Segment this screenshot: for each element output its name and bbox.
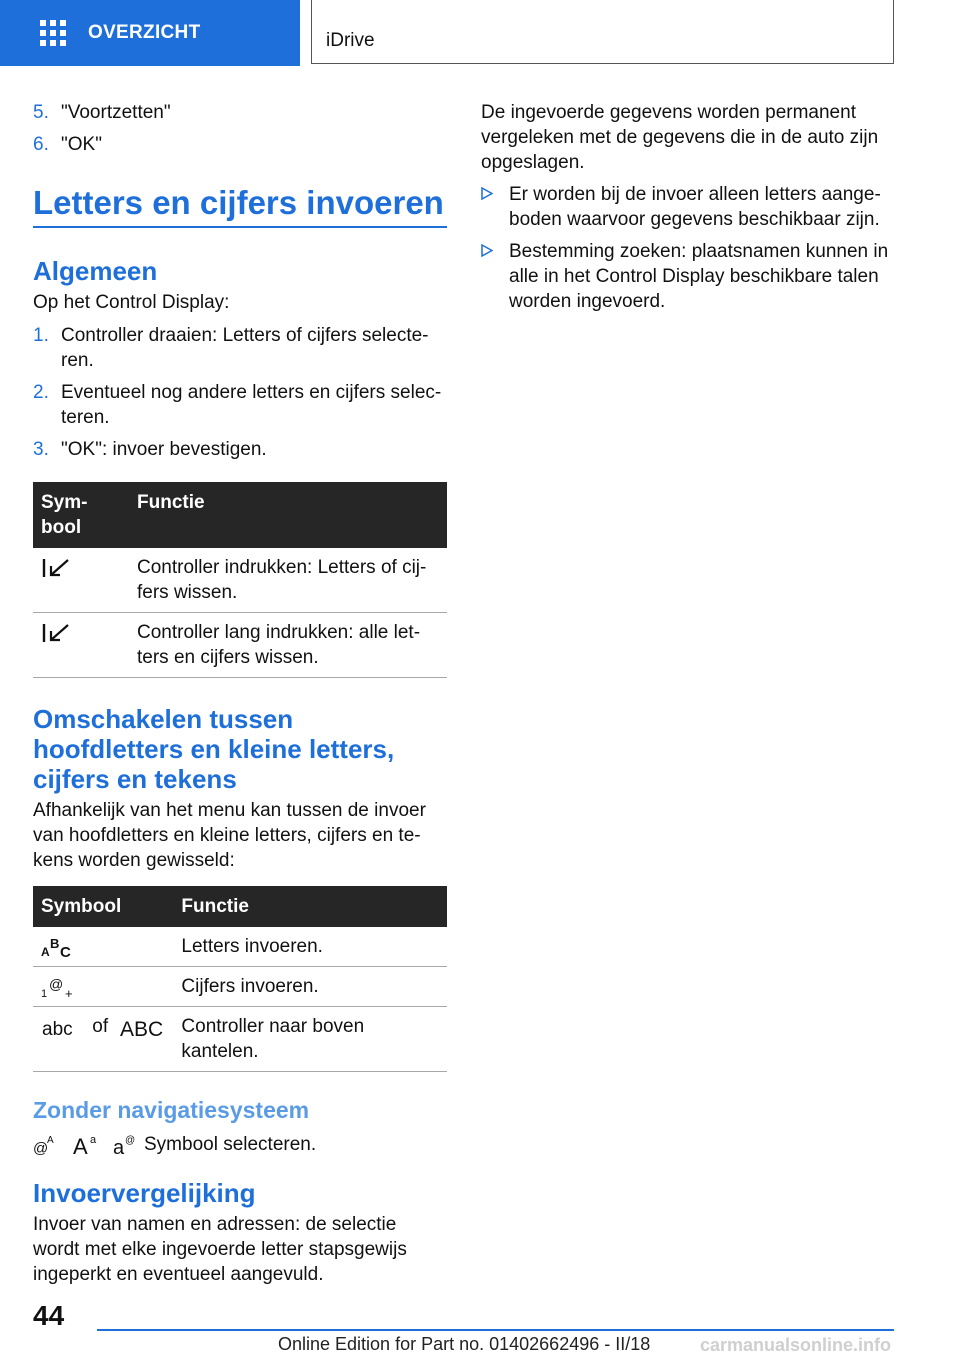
list-number: 3. xyxy=(33,439,49,460)
grid-icon xyxy=(40,20,66,46)
page-title: Letters en cijfers invoeren xyxy=(33,184,444,221)
triangle-bullet-icon xyxy=(481,244,493,257)
table-header-symbol: Symbool xyxy=(33,886,173,927)
svg-text:@: @ xyxy=(33,1139,49,1157)
list-item xyxy=(481,182,895,232)
svg-text:a: a xyxy=(113,1136,125,1157)
list-item xyxy=(33,100,447,125)
bullet-text: Bestemming zoeken: plaatsnamen kunnen in alle in het Control Display beschikbare talen worden ingevoerd. xyxy=(509,241,889,312)
svg-text:+: + xyxy=(65,985,73,999)
list-text: "Voortzetten" xyxy=(61,102,171,123)
a-at-icon xyxy=(113,1133,139,1157)
function-cell: Letters invoeren. xyxy=(173,927,447,967)
table-row xyxy=(33,927,447,967)
list-item xyxy=(481,239,895,314)
svg-text:@: @ xyxy=(125,1134,136,1146)
svg-text:C: C xyxy=(60,943,71,959)
table-row xyxy=(33,1007,447,1072)
list-number: 2. xyxy=(33,382,49,403)
heading-algemeen: Algemeen xyxy=(33,256,158,286)
symbol-cell xyxy=(33,1007,173,1072)
right-intro: De ingevoerde gegevens worden permanent vergeleken met de gegevens die in de auto zijn opgeslagen. xyxy=(481,102,879,173)
title-rule xyxy=(33,226,447,228)
table-header-row xyxy=(33,886,447,927)
list-item xyxy=(33,380,447,430)
invoervergelijking-text: Invoer van namen en adressen: de selectie wordt met elke ingevoerde letter stapsgewijs ingeperkt en eventueel aangevuld. xyxy=(33,1214,407,1285)
algemeen-intro: Op het Control Display: xyxy=(33,292,230,313)
function-cell: Controller naar boven kantelen. xyxy=(173,1007,447,1072)
table-row xyxy=(33,548,447,613)
svg-text:B: B xyxy=(50,935,60,951)
bullet-list xyxy=(481,182,895,314)
a-case-icon xyxy=(73,1133,101,1157)
delete-arrow-icon xyxy=(41,622,73,644)
left-column xyxy=(33,100,447,1287)
svg-text:1: 1 xyxy=(41,987,48,999)
function-cell: Cijfers invoeren. xyxy=(173,967,447,1007)
table-row xyxy=(33,613,447,678)
list-text: "OK" xyxy=(61,134,102,155)
abc-uppercase-large-icon xyxy=(119,1015,165,1039)
table-header-symbol: Sym-bool xyxy=(33,482,129,548)
at-a-icon xyxy=(33,1133,59,1157)
section-title: iDrive xyxy=(326,30,375,51)
delete-arrow-icon xyxy=(41,557,73,579)
function-cell: Controller lang indrukken: alle let-ters en cijfers wissen. xyxy=(129,613,447,678)
list-text: Controller draaien: Letters of cijfers selecte-ren. xyxy=(61,325,429,371)
table-header-function: Functie xyxy=(129,482,447,548)
svg-text:abc: abc xyxy=(42,1018,73,1039)
symbol-cell xyxy=(33,927,173,967)
omschakelen-text: Afhankelijk van het menu kan tussen de invoer van hoofdletters en kleine letters, cijfers en te-kens worden gewisseld: xyxy=(33,800,426,871)
table-header-function: Functie xyxy=(173,886,447,927)
edition-text: Online Edition for Part no. 01402662496 - II/18 xyxy=(278,1334,651,1354)
symbol-cell xyxy=(33,548,129,613)
or-text: of xyxy=(92,1016,109,1037)
svg-text:A: A xyxy=(73,1133,88,1157)
continued-list xyxy=(33,100,447,157)
delete-symbol-table xyxy=(33,482,447,678)
section-title-box xyxy=(311,0,894,64)
table-row xyxy=(33,967,447,1007)
svg-text:A: A xyxy=(41,944,50,959)
overzicht-label: OVERZICHT xyxy=(88,22,201,43)
list-number: 6. xyxy=(33,134,49,155)
right-column xyxy=(481,100,895,314)
bullet-text: Er worden bij de invoer alleen letters aange-boden waarvoor gegevens beschikbaar zijn. xyxy=(509,184,881,230)
heading-omschakelen: Omschakelen tussen hoofdletters en kleine letters, cijfers en tekens xyxy=(33,704,395,794)
page-number: 44 xyxy=(33,1300,65,1331)
list-item xyxy=(33,132,447,157)
list-text: Eventueel nog andere letters en cijfers selec-teren. xyxy=(61,382,442,428)
watermark: carmanualsonline.info xyxy=(700,1335,892,1355)
list-text: "OK": invoer bevestigen. xyxy=(61,439,267,460)
list-number: 1. xyxy=(33,325,49,346)
list-number: 5. xyxy=(33,102,49,123)
footer-rule xyxy=(97,1329,894,1331)
zonder-text: Symbool selecteren. xyxy=(144,1134,317,1155)
overzicht-tab[interactable] xyxy=(0,0,300,66)
zonder-row xyxy=(33,1132,447,1157)
svg-text:A: A xyxy=(47,1134,54,1146)
list-item xyxy=(33,437,447,462)
case-symbol-table xyxy=(33,886,447,1072)
abc-lowercase-icon xyxy=(41,1015,81,1039)
symbol-cell xyxy=(33,967,173,1007)
heading-invoervergelijking: Invoervergelijking xyxy=(33,1178,256,1208)
triangle-bullet-icon xyxy=(481,187,493,200)
svg-text:ABC: ABC xyxy=(120,1017,164,1039)
svg-text:@: @ xyxy=(49,975,64,992)
symbol-cell xyxy=(33,613,129,678)
table-header-row xyxy=(33,482,447,548)
svg-text:a: a xyxy=(90,1133,97,1146)
abc-uppercase-icon xyxy=(41,935,77,959)
function-cell: Controller indrukken: Letters of cij-fers wissen. xyxy=(129,548,447,613)
list-item xyxy=(33,323,447,373)
steps-list xyxy=(33,323,447,462)
heading-zonder-navigatie: Zonder navigatiesysteem xyxy=(33,1097,310,1123)
digits-symbols-icon xyxy=(41,975,77,999)
